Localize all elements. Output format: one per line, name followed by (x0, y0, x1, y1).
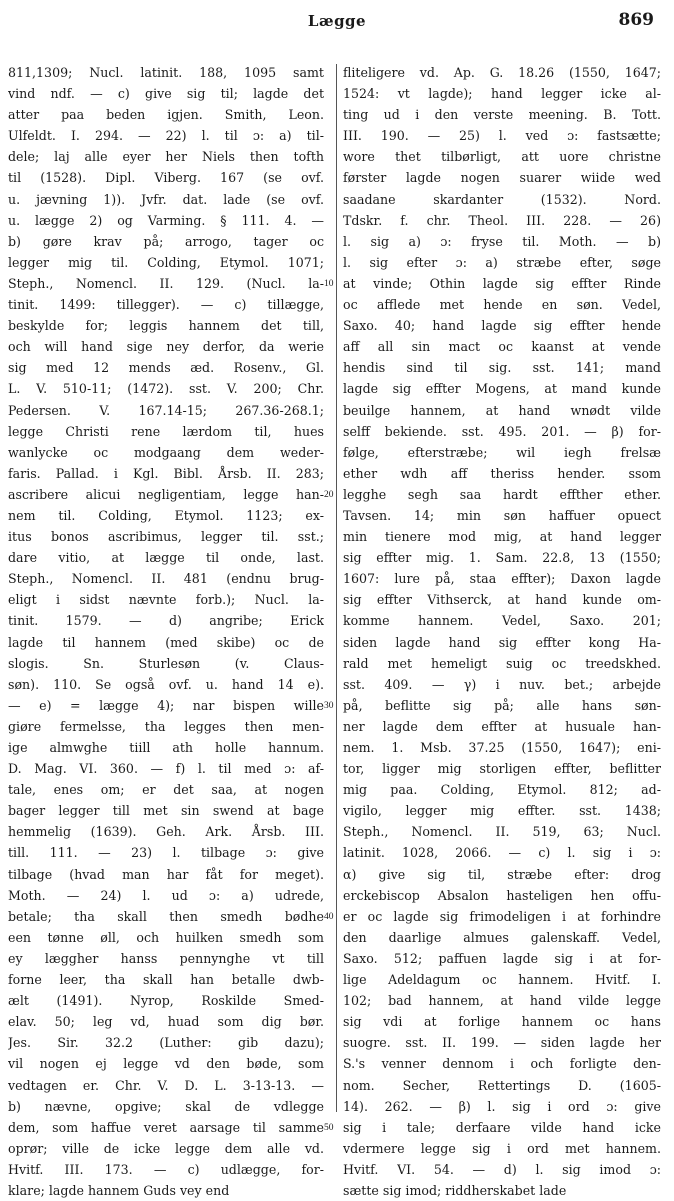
text-line: sst. 409. — γ) i nuv. bet.; arbejde (343, 676, 661, 692)
text-line: Saxo. 40; hand lagde sig effter hende (343, 318, 661, 334)
text-line: — e) = lægge 4); nar bispen wille (8, 697, 324, 713)
text-line: b) gøre krav på; arrogo, tager oc (8, 233, 324, 249)
page-number: 869 (618, 10, 654, 30)
text-line: ether wdh aff theriss hender. ssom (343, 465, 661, 481)
text-line: u. jævning 1)). Jvfr. dat. lade (se ovf. (8, 191, 324, 207)
text-line: erckebiscop Absalon hasteligen hen offu- (343, 887, 661, 903)
text-line: nom. Secher, Rettertings D. (1605- (343, 1077, 661, 1093)
text-line: oprør; ville de icke legge dem alle vd. (8, 1140, 324, 1156)
text-line: L. V. 510-11; (1472). sst. V. 200; Chr. (8, 381, 324, 397)
text-line: vdermere legge sig i ord met hannem. (343, 1140, 661, 1156)
text-line: ascribere alicui negligentiam, legge han- (8, 486, 324, 502)
text-line: mig paa. Colding, Etymol. 812; ad- (343, 782, 661, 798)
text-line: α) give sig til, stræbe efter: drog (343, 866, 661, 882)
text-line: legghe segh saa hardt effther ether. (343, 486, 661, 502)
text-line: hemmelig (1639). Geh. Ark. Årsb. III. (8, 824, 324, 840)
text-line: ting ud i den verste meening. B. Tott. (343, 107, 661, 123)
text-line: sig med 12 mends æd. Rosenv., Gl. (8, 360, 324, 376)
text-line: elav. 50; leg vd, huad som dig bør. (8, 1014, 324, 1030)
text-line: een tønne øll, och huilken smedh som (8, 929, 324, 945)
text-line: ey læggher hanss pennynghe vt till (8, 950, 324, 966)
text-line: legger mig til. Colding, Etymol. 1071; (8, 254, 324, 270)
text-line: lagde sig effter Mogens, at mand kunde (343, 381, 661, 397)
text-line: sig vdi at forlige hannem oc hans (343, 1014, 661, 1030)
text-line: Steph., Nomencl. II. 519, 63; Nucl. (343, 824, 661, 840)
text-line: sig effter Vithserck, at hand kunde om- (343, 592, 661, 608)
text-line: min tienere mod mig, at hand legger (343, 529, 661, 545)
text-line: til (1528). Dipl. Viberg. 167 (se ovf. (8, 170, 324, 186)
text-line: at vinde; Othin lagde sig effter Rinde (343, 275, 661, 291)
text-line: u. lægge 2) og Varming. § 111. 4. — (8, 212, 324, 228)
text-line: 1524: vt lagde); hand legger icke al- (343, 86, 661, 102)
text-line: tinit. 1499: tillegger). — c) tillægge, (8, 297, 324, 313)
text-line: legge Christi rene lærdom til, hues (8, 423, 324, 439)
line-number: 10 (324, 279, 334, 289)
text-line: følge, efterstræbe; wil iegh frelsæ (343, 444, 661, 460)
text-line: Ulfeldt. I. 294. — 22) l. til ɔ: a) til- (8, 128, 324, 144)
text-line: beskylde for; leggis hannem det till, (8, 318, 324, 334)
text-line: b) nævne, opgive; skal de vdlegge (8, 1098, 324, 1114)
text-line: tilbage (hvad man har fåt for meget). (8, 866, 324, 882)
text-line: Pedersen. V. 167.14-15; 267.36-268.1; (8, 402, 324, 418)
line-number: 40 (324, 912, 334, 922)
text-line: eligt i sidst nævnte forb.); Nucl. la- (8, 592, 324, 608)
text-line: sætte sig imod; riddherskabet lade (343, 1182, 567, 1198)
text-line: 1607: lure på, staa effter); Daxon lagde (343, 571, 661, 587)
text-line: D. Mag. VI. 360. — f) l. til med ɔ: af- (8, 761, 324, 777)
text-line: slogis. Sn. Sturlesøn (v. Claus- (8, 655, 324, 671)
text-line: nem til. Colding, Etymol. 1123; ex- (8, 507, 324, 523)
text-line: vind ndf. — c) give sig til; lagde det (8, 86, 324, 102)
text-line: Jes. Sir. 32.2 (Luther: gib dazu); (8, 1035, 324, 1051)
text-line: selff bekiende. sst. 495. 201. — β) for- (343, 423, 661, 439)
right-column (343, 62, 661, 1201)
text-line: sig i tale; derfaare vilde hand icke (343, 1119, 661, 1135)
text-line: Steph., Nomencl. II. 129. (Nucl. la- (8, 275, 324, 291)
text-line: Tdskr. f. chr. Theol. III. 228. — 26) (343, 212, 661, 228)
text-line: den daarlige almues galenskaff. Vedel, (343, 929, 661, 945)
text-line: Saxo. 512; paffuen lagde sig i at for- (343, 950, 661, 966)
text-line: på, beflitte sig på; alle hans søn- (343, 697, 661, 713)
text-line: dem, som haffue veret aarsage til samme (8, 1119, 324, 1135)
line-number: 30 (324, 701, 334, 711)
text-line: er oc lagde sig frimodeligen i at forhindre (343, 908, 661, 924)
text-line: Steph., Nomencl. II. 481 (endnu brug- (8, 571, 324, 587)
text-line: vil nogen ej legge vd den bøde, som (8, 1056, 324, 1072)
text-line: Tavsen. 14; min søn haffuer opuect (343, 507, 661, 523)
text-line: klare; lagde hannem Guds vey end (8, 1182, 230, 1198)
text-line: III. 190. — 25) l. ved ɔ: fastsætte; (343, 128, 661, 144)
text-line: beuilge hannem, at hand wnødt vilde (343, 402, 661, 418)
text-line: faris. Pallad. i Kgl. Bibl. Årsb. II. 283; (8, 465, 324, 481)
text-line: nem. 1. Msb. 37.25 (1550, 1647); eni- (343, 740, 661, 755)
text-line: suogre. sst. II. 199. — siden lagde her (343, 1035, 661, 1051)
text-line: hendis sind til sig. sst. 141; mand (343, 360, 661, 376)
text-line: 14). 262. — β) l. sig i ord ɔ: give (343, 1098, 661, 1114)
text-line: ælt (1491). Nyrop, Roskilde Smed- (8, 993, 324, 1009)
text-line: oc afflede met hende en søn. Vedel, (343, 297, 661, 313)
text-line: rald met hemeligt suig oc treedskhed. (343, 655, 661, 671)
text-line: 102; bad hannem, at hand vilde legge (343, 993, 661, 1009)
text-line: Moth. — 24) l. ud ɔ: a) udrede, (8, 887, 324, 903)
text-line: fliteligere vd. Ap. G. 18.26 (1550, 1647; (343, 65, 661, 80)
text-line: lagde til hannem (med skibe) oc de (8, 634, 324, 650)
text-line: l. sig a) ɔ: fryse til. Moth. — b) (343, 233, 661, 249)
text-line: tale, enes om; er det saa, at nogen (8, 782, 324, 798)
text-line: giøre fermelsse, tha legges then men- (8, 718, 324, 734)
text-line: ige almwghe tiill ath holle hannum. (8, 740, 324, 755)
text-line: Hvitf. VI. 54. — d) l. sig imod ɔ: (343, 1161, 661, 1177)
text-line: søn). 110. Se også ovf. u. hand 14 e). (8, 676, 324, 692)
text-line: latinit. 1028, 2066. — c) l. sig i ɔ: (343, 845, 661, 861)
text-line: betale; tha skall then smedh bødhe (8, 908, 324, 924)
text-line: dele; laj alle eyer her Niels then tofth (8, 149, 324, 165)
text-line: atter paa beden igjen. Smith, Leon. (8, 107, 324, 123)
text-line: komme hannem. Vedel, Saxo. 201; (343, 613, 661, 629)
text-line: førster lagde nogen suarer wiide wed (343, 170, 661, 186)
text-line: till. 111. — 23) l. tilbage ɔ: give (8, 845, 324, 861)
text-line: 811,1309; Nucl. latinit. 188, 1095 samt (8, 65, 324, 80)
text-line: dare vitio, at lægge til onde, last. (8, 550, 324, 566)
text-line: sig effter mig. 1. Sam. 22.8, 13 (1550; (343, 550, 661, 566)
line-number: 20 (324, 490, 334, 500)
text-line: tinit. 1579. — d) angribe; Erick (8, 613, 324, 629)
running-head: Lægge (307, 12, 367, 30)
text-line: tor, ligger mig storligen effter, beflitter (343, 761, 661, 777)
text-line: siden lagde hand sig effter kong Ha- (343, 634, 661, 650)
text-line: vigilo, legger mig effter. sst. 1438; (343, 803, 661, 819)
text-line: bager legger till met sin swend at bage (8, 803, 324, 819)
text-line: vedtagen er. Chr. V. D. L. 3-13-13. — (8, 1077, 324, 1093)
text-line: Hvitf. III. 173. — c) udlægge, for- (8, 1161, 324, 1177)
text-line: ner lagde dem effter at husuale han- (343, 718, 661, 734)
text-line: forne leer, tha skall han betalle dwb- (8, 972, 324, 988)
text-line: S.'s venner dennom i och forligte den- (343, 1056, 661, 1072)
text-line: aff all sin mact oc kaanst at vende (343, 339, 661, 355)
text-line: och will hand sige ney derfor, da werie (8, 339, 324, 355)
text-line: l. sig efter ɔ: a) stræbe efter, søge (343, 254, 661, 270)
text-line: wanlycke oc modgaang dem weder- (8, 444, 324, 460)
page-header (0, 8, 674, 36)
text-line: itus bonos ascribimus, legger til. sst.; (8, 529, 324, 545)
text-line: saadane skardanter (1532). Nord. (343, 191, 661, 207)
text-line: wore thet tilbørligt, att uore christne (343, 149, 661, 165)
column-rule (336, 64, 337, 1112)
left-column (8, 62, 324, 1201)
line-number: 50 (324, 1123, 334, 1133)
text-line: lige Adeldagum oc hannem. Hvitf. I. (343, 972, 661, 988)
